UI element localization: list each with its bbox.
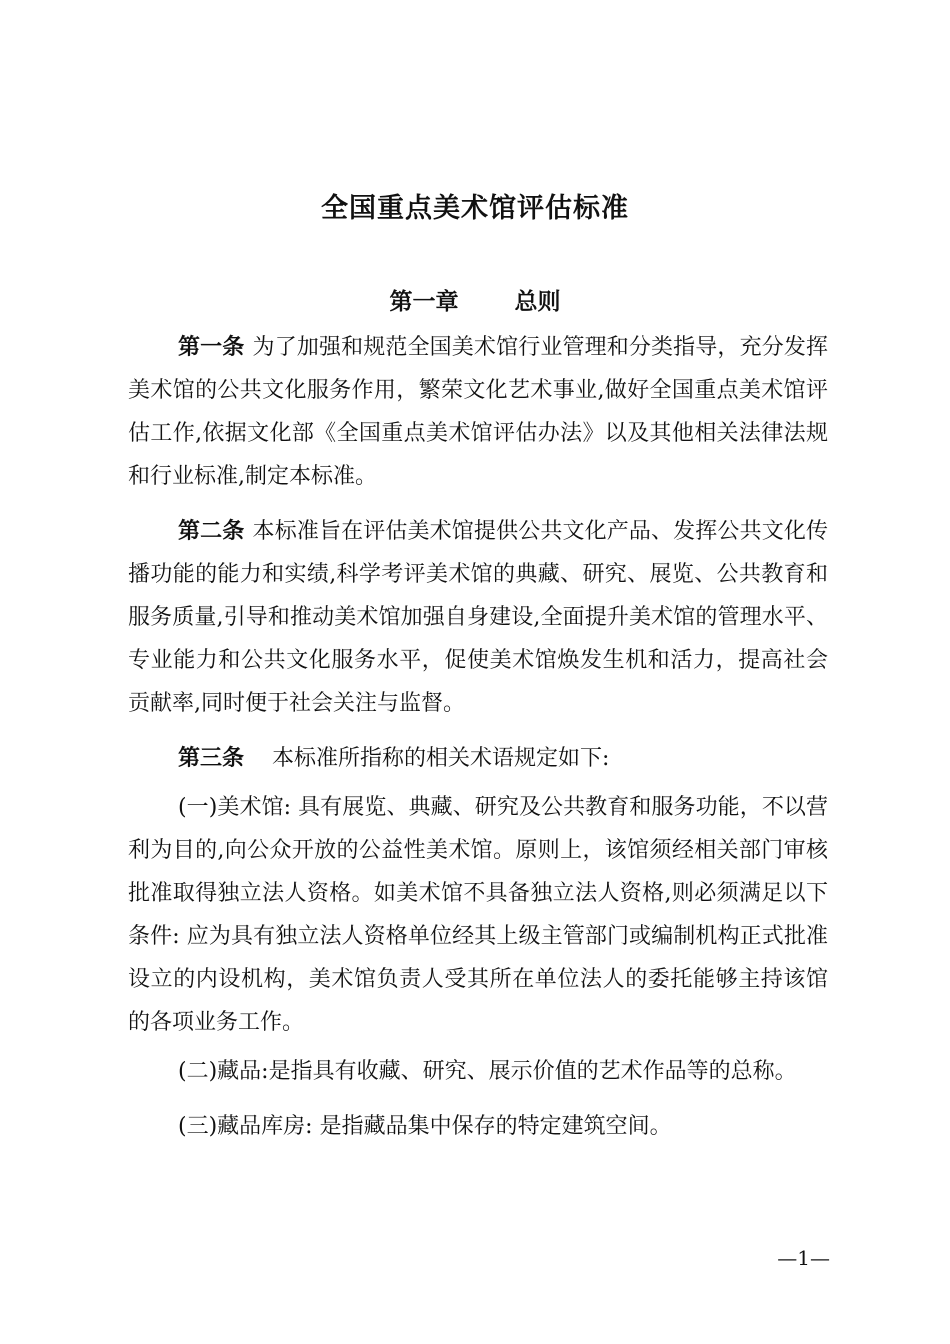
article-2 [128, 510, 828, 725]
article-number: 第二条 [178, 519, 245, 544]
article-text: 本标准旨在评估美术馆提供公共文化产品、发挥公共文化传播功能的能力和实绩,科学考评美术馆的典藏、研究、展览、公共教育和服务质量,引导和推动美术馆加强自身建设,全面提升美术馆的管理水平、专业能力和公共文化服务水平，促使美术馆焕发生机和活力，提高社会贡献率,同时便于社会关注与监督。 [128, 519, 828, 716]
chapter-name: 总则 [514, 289, 561, 315]
article-1 [128, 326, 828, 498]
article-number: 第三条 [178, 746, 245, 771]
document-body [128, 326, 828, 1160]
page-number: —1— [777, 1246, 830, 1270]
document-title: 全国重点美术馆评估标准 [321, 193, 629, 224]
chapter-heading [0, 283, 950, 316]
term-definition-1: (一)美术馆: 具有展览、典藏、研究及公共教育和服务功能，不以营利为目的,向公众开放的公益性美术馆。原则上，该馆须经相关部门审核批准取得独立法人资格。如美术馆不具备独立法人资格,则必须满足以下条件: 应为具有独立法人资格单位经其上级主管部门或编制机构正式批准设立的内设机构，美术馆负责人受其所在单位法人的委托能够主持该馆的各项业务工作。 [128, 795, 828, 1035]
term-definition-2: (二)藏品:是指具有收藏、研究、展示价值的艺术作品等的总称。 [178, 1059, 797, 1084]
chapter-number: 第一章 [389, 289, 459, 315]
article-number: 第一条 [178, 335, 245, 360]
term-definition-3: (三)藏品库房: 是指藏品集中保存的特定建筑空间。 [178, 1114, 672, 1139]
article-text: 为了加强和规范全国美术馆行业管理和分类指导，充分发挥美术馆的公共文化服务作用，繁荣文化艺术事业,做好全国重点美术馆评估工作,依据文化部《全国重点美术馆评估办法》以及其他相关法律法规和行业标准,制定本标准。 [128, 335, 828, 489]
article-text: 本标准所指称的相关术语规定如下: [272, 746, 610, 771]
article-3 [128, 737, 828, 780]
